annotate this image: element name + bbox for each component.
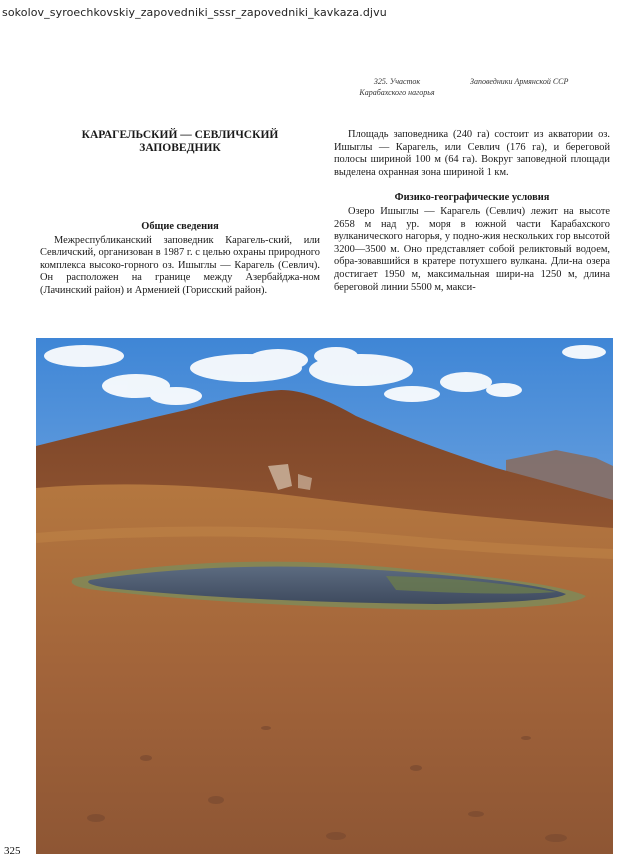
figure-caption-line2: Карабахского нагорья <box>359 88 435 97</box>
landscape-photo <box>36 338 613 854</box>
article-title <box>40 129 320 155</box>
steppe-ground <box>36 484 613 854</box>
area-text: Площадь заповедника (240 га) состоит из акватории оз. Ишыглы — Карагель, или Севлич (176 га), и береговой полосы шириной 100 м (64 га). Вокруг заповедной площади выделена охранная зона шириной 1 км. <box>334 129 610 178</box>
page-number: 325 <box>4 845 21 857</box>
right-column <box>334 129 610 294</box>
running-title: Заповедники Армянской ССР <box>470 77 569 86</box>
figure-caption <box>338 76 456 98</box>
title-line2: ЗАПОВЕДНИК <box>139 142 221 154</box>
section-heading-general: Общие сведения <box>141 221 219 232</box>
title-line1: КАРАГЕЛЬСКИЙ — СЕВЛИЧСКИЙ <box>81 129 279 141</box>
file-name-label: sokolov_syroechkovskiy_zapovedniki_sssr_zapovedniki_kavkaza.djvu <box>2 6 387 19</box>
section-heading-physical: Физико-географические условия <box>394 192 550 204</box>
figure-caption-line1: 325. Участок <box>373 77 421 86</box>
section-physical-text: Озеро Ишыглы — Карагель (Севлич) лежит на высоте 2658 м над ур. моря в южной части Карабахского вулканического нагорья, у подно-жия нескольких гор высотой 3200—3500 м. Оно представляет собой реликтовый водоем, обра-зовавшийся в кратере потухшего вулкана. Дли-на озера достигает 1950 м, максимальная шири-на 1250 м, длина береговой линии 5500 м, макси- <box>334 205 610 293</box>
section-general-text: Межреспубликанский заповедник Карагель-ский, или Севличский, организован в 1987 г. с целью охраны природного комплекса высоко-горного оз. Ишыглы — Карагель (Севлич). Он расположен на границе между Азербайджа-ном (Лачинский район) и Арменией (Горисский район). <box>40 234 320 296</box>
left-column <box>40 221 320 298</box>
